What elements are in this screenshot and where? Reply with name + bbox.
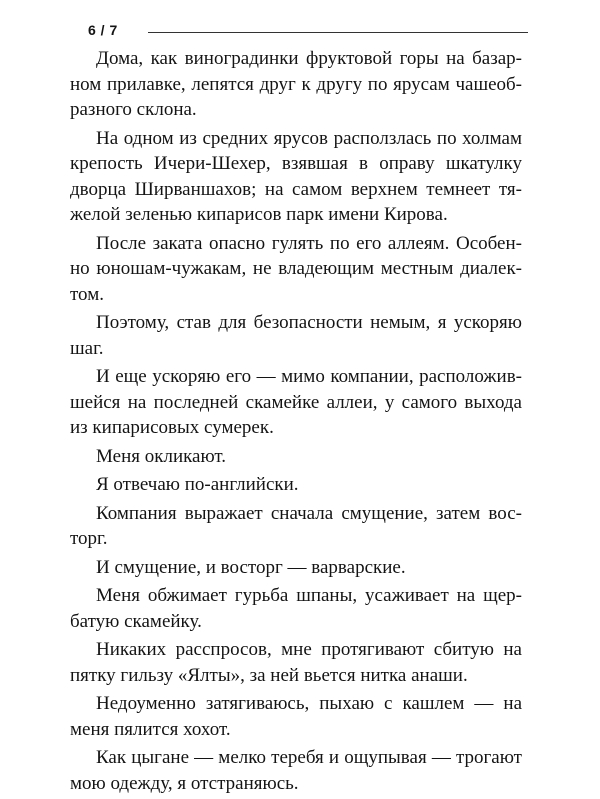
- text-line: Я отвечаю по-английски.: [96, 474, 299, 495]
- text-line: Меня окликают.: [96, 445, 227, 467]
- text-line: ном прилавке, лепятся друг к другу по ярусам чашеоб-: [70, 73, 522, 95]
- text-line: шейся на последней скамейке аллеи, у самого выхода: [70, 391, 522, 413]
- text-line: шаг.: [70, 337, 104, 359]
- text-line: батую скамейку.: [70, 610, 202, 632]
- paragraph: [70, 444, 522, 470]
- text-line: торг.: [70, 528, 108, 549]
- text-line: На одном из средних ярусов расползлась по холмам: [96, 127, 522, 149]
- paragraph: [70, 501, 522, 552]
- page-header: [88, 20, 528, 40]
- text-line: После заката опасно гулять по его аллеям. Особен-: [96, 232, 522, 254]
- paragraph: [70, 691, 522, 742]
- paragraph: [70, 555, 522, 581]
- paragraph: [70, 583, 522, 634]
- paragraph: [70, 310, 522, 361]
- page-number: 6 / 7: [88, 22, 118, 38]
- paragraph: [70, 231, 522, 308]
- header-rule: [148, 32, 528, 33]
- text-line: из кипарисовых сумерек.: [70, 417, 274, 438]
- text-line: Как цыгане — мелко теребя и ощупывая — трогают: [96, 747, 522, 768]
- text-line: дворца Ширваншахов; на самом верхнем темнеет тя-: [70, 178, 522, 200]
- text-line: Никаких расспросов, мне протягивают сбитую на: [96, 639, 522, 660]
- text-line: том.: [70, 283, 104, 305]
- text-line: Компания выражает сначала смущение, затем вос-: [96, 502, 522, 524]
- text-line: меня пялится хохот.: [70, 718, 231, 740]
- text-line: но юношам-чужакам, не владеющим местным диалек-: [70, 258, 522, 279]
- text-line: И смущение, и восторг — варварские.: [96, 556, 406, 578]
- paragraph: [70, 364, 522, 441]
- text-line: желой зеленью кипарисов парк имени Кирова.: [70, 204, 448, 225]
- body-text: [70, 46, 522, 799]
- text-line: разного склона.: [70, 99, 197, 120]
- paragraph: [70, 472, 522, 498]
- text-line: пятку гильзу «Ялты», за ней вьется нитка анаши.: [70, 664, 468, 686]
- text-line: Дома, как виноградинки фруктовой горы на базар-: [96, 48, 522, 69]
- text-line: Поэтому, став для безопасности немым, я ускоряю: [96, 312, 522, 333]
- text-line: крепость Ичери-Шехер, взявшая в оправу шкатулку: [70, 153, 522, 174]
- paragraph: [70, 637, 522, 688]
- text-line: Меня обжимает гурьба шпаны, усаживает на щер-: [96, 585, 522, 606]
- paragraph: [70, 126, 522, 228]
- paragraph: [70, 46, 522, 123]
- text-line: мою одежду, я отстраняюсь.: [70, 772, 299, 794]
- text-line: И еще ускоряю его — мимо компании, расположив-: [96, 366, 522, 387]
- paragraph: [70, 745, 522, 796]
- text-line: Недоуменно затягиваюсь, пыхаю с кашлем — на: [96, 693, 522, 714]
